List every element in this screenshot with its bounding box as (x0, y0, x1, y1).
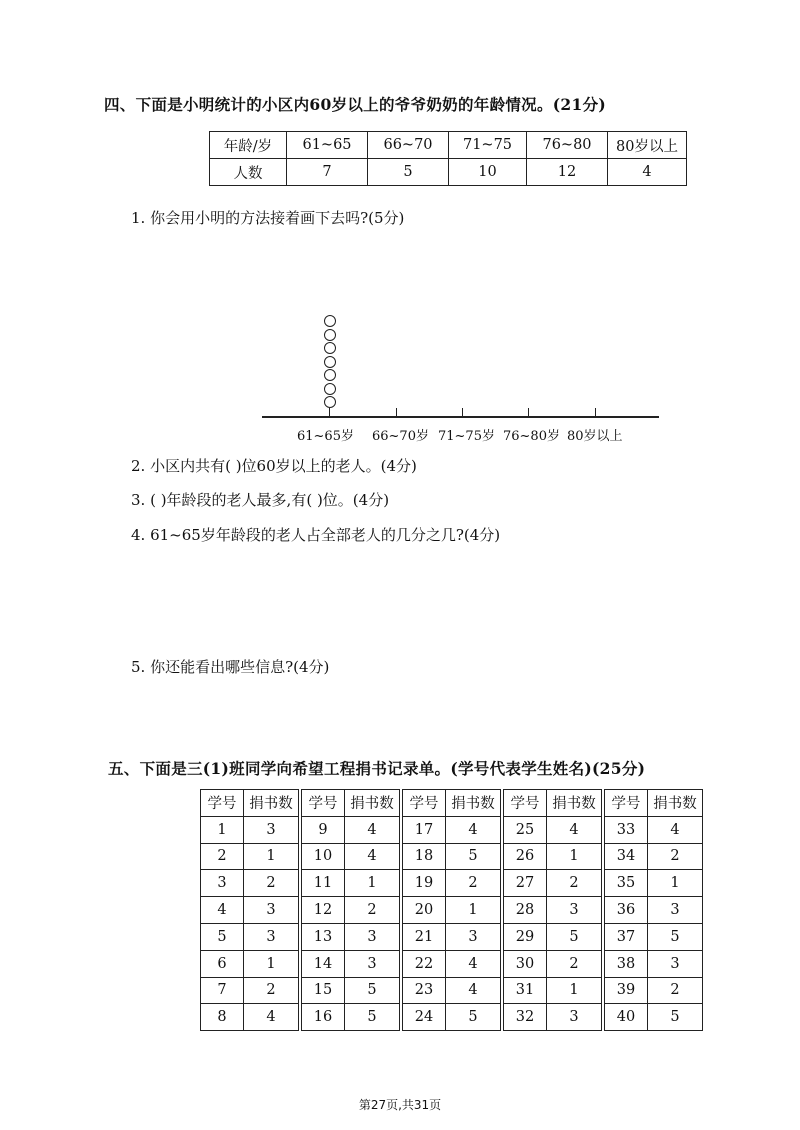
books-count-cell: 4 (446, 950, 503, 977)
student-id-cell: 9 (300, 816, 345, 843)
books-count-cell: 4 (648, 816, 703, 843)
books-count-cell: 4 (547, 816, 604, 843)
age-row-label: 年龄/岁 (210, 132, 287, 159)
section4-heading: 四、下面是小明统计的小区内60岁以上的爷爷奶奶的年龄情况。(21分) (104, 95, 607, 114)
student-id-cell: 16 (300, 1004, 345, 1031)
question-2: 2. 小区内共有( )位60岁以上的老人。(4分) (131, 457, 417, 475)
data-circle (324, 396, 336, 408)
header-student-id: 学号 (300, 790, 345, 817)
count-cell: 10 (449, 159, 527, 186)
books-count-cell: 3 (547, 897, 604, 924)
student-id-cell: 36 (603, 897, 648, 924)
age-cell: 61~65 (287, 132, 368, 159)
student-id-cell: 22 (401, 950, 446, 977)
student-id-cell: 13 (300, 923, 345, 950)
table-row (201, 1004, 703, 1031)
data-circle (324, 369, 336, 381)
books-count-cell: 1 (345, 870, 402, 897)
book-donation-table (200, 789, 703, 1031)
books-count-cell: 2 (345, 897, 402, 924)
axis-tick-label: 71~75岁 (438, 429, 495, 444)
section5-heading: 五、下面是三(1)班同学向希望工程捐书记录单。(学号代表学生姓名)(25分) (108, 759, 646, 778)
books-count-cell: 3 (345, 950, 402, 977)
header-student-id: 学号 (201, 790, 244, 817)
books-count-cell: 2 (648, 977, 703, 1004)
books-count-cell: 4 (446, 977, 503, 1004)
books-count-cell: 5 (547, 923, 604, 950)
table-row (201, 897, 703, 924)
books-count-cell: 5 (648, 923, 703, 950)
student-id-cell: 20 (401, 897, 446, 924)
books-count-cell: 1 (547, 977, 604, 1004)
books-count-cell: 5 (446, 1004, 503, 1031)
student-id-cell: 35 (603, 870, 648, 897)
student-id-cell: 40 (603, 1004, 648, 1031)
count-cell: 7 (287, 159, 368, 186)
student-id-cell: 1 (201, 816, 244, 843)
books-count-cell: 2 (547, 870, 604, 897)
age-row (210, 132, 687, 159)
count-cell: 5 (368, 159, 449, 186)
question-4: 4. 61~65岁年龄段的老人占全部老人的几分之几?(4分) (131, 526, 501, 544)
axis-tick (462, 408, 463, 416)
header-student-id: 学号 (502, 790, 547, 817)
student-id-cell: 19 (401, 870, 446, 897)
header-books: 捐书数 (547, 790, 604, 817)
student-id-cell: 12 (300, 897, 345, 924)
books-count-cell: 1 (446, 897, 503, 924)
axis-tick-label: 76~80岁 (503, 429, 560, 444)
data-circle (324, 329, 336, 341)
student-id-cell: 21 (401, 923, 446, 950)
count-row (210, 159, 687, 186)
books-count-cell: 2 (547, 950, 604, 977)
books-count-cell: 4 (345, 816, 402, 843)
table-row (201, 870, 703, 897)
books-count-cell: 3 (244, 816, 301, 843)
student-id-cell: 27 (502, 870, 547, 897)
count-cell: 4 (608, 159, 687, 186)
books-count-cell: 2 (648, 843, 703, 870)
student-id-cell: 28 (502, 897, 547, 924)
axis-tick-label: 66~70岁 (372, 429, 429, 444)
student-id-cell: 3 (201, 870, 244, 897)
books-count-cell: 5 (345, 1004, 402, 1031)
books-count-cell: 1 (648, 870, 703, 897)
books-count-cell: 4 (345, 843, 402, 870)
books-count-cell: 3 (244, 897, 301, 924)
table-row (201, 977, 703, 1004)
books-count-cell: 3 (648, 950, 703, 977)
books-count-cell: 1 (244, 950, 301, 977)
axis-tick (329, 408, 330, 416)
age-table (209, 131, 687, 186)
books-count-cell: 3 (446, 923, 503, 950)
student-id-cell: 15 (300, 977, 345, 1004)
student-id-cell: 8 (201, 1004, 244, 1031)
books-count-cell: 5 (345, 977, 402, 1004)
age-cell: 71~75 (449, 132, 527, 159)
student-id-cell: 17 (401, 816, 446, 843)
table-row (201, 843, 703, 870)
books-count-cell: 1 (547, 843, 604, 870)
student-id-cell: 7 (201, 977, 244, 1004)
axis-tick (595, 408, 596, 416)
books-count-cell: 2 (244, 977, 301, 1004)
axis-tick (528, 408, 529, 416)
count-cell: 12 (527, 159, 608, 186)
student-id-cell: 4 (201, 897, 244, 924)
student-id-cell: 25 (502, 816, 547, 843)
books-count-cell: 4 (244, 1004, 301, 1031)
table-row (201, 950, 703, 977)
table-row (201, 923, 703, 950)
header-books: 捐书数 (345, 790, 402, 817)
student-id-cell: 5 (201, 923, 244, 950)
page-footer: 第27页,共31页 (358, 1098, 442, 1112)
books-count-cell: 3 (244, 923, 301, 950)
student-id-cell: 24 (401, 1004, 446, 1031)
books-count-cell: 5 (446, 843, 503, 870)
axis-tick-label: 80岁以上 (567, 429, 623, 444)
books-count-cell: 2 (244, 870, 301, 897)
student-id-cell: 30 (502, 950, 547, 977)
student-id-cell: 29 (502, 923, 547, 950)
student-id-cell: 34 (603, 843, 648, 870)
books-count-cell: 1 (244, 843, 301, 870)
student-id-cell: 37 (603, 923, 648, 950)
books-count-cell: 5 (648, 1004, 703, 1031)
header-books: 捐书数 (244, 790, 301, 817)
student-id-cell: 39 (603, 977, 648, 1004)
age-cell: 66~70 (368, 132, 449, 159)
header-student-id: 学号 (401, 790, 446, 817)
student-id-cell: 2 (201, 843, 244, 870)
question-5: 5. 你还能看出哪些信息?(4分) (131, 658, 330, 676)
student-id-cell: 14 (300, 950, 345, 977)
student-id-cell: 33 (603, 816, 648, 843)
age-cell: 76~80 (527, 132, 608, 159)
table-row (201, 816, 703, 843)
data-circle (324, 315, 336, 327)
data-circle (324, 383, 336, 395)
axis-tick (396, 408, 397, 416)
books-count-cell: 3 (547, 1004, 604, 1031)
student-id-cell: 38 (603, 950, 648, 977)
student-id-cell: 31 (502, 977, 547, 1004)
student-id-cell: 26 (502, 843, 547, 870)
question-1: 1. 你会用小明的方法接着画下去吗?(5分) (131, 209, 405, 227)
books-count-cell: 3 (345, 923, 402, 950)
axis-tick-label: 61~65岁 (297, 429, 354, 444)
books-header-row (201, 790, 703, 817)
student-id-cell: 18 (401, 843, 446, 870)
age-cell: 80岁以上 (608, 132, 687, 159)
question-3: 3. ( )年龄段的老人最多,有( )位。(4分) (131, 491, 390, 509)
data-circle (324, 342, 336, 354)
data-circle (324, 356, 336, 368)
student-id-cell: 23 (401, 977, 446, 1004)
header-student-id: 学号 (603, 790, 648, 817)
student-id-cell: 10 (300, 843, 345, 870)
header-books: 捐书数 (648, 790, 703, 817)
student-id-cell: 6 (201, 950, 244, 977)
count-row-label: 人数 (210, 159, 287, 186)
header-books: 捐书数 (446, 790, 503, 817)
books-count-cell: 4 (446, 816, 503, 843)
student-id-cell: 11 (300, 870, 345, 897)
books-count-cell: 2 (446, 870, 503, 897)
books-count-cell: 3 (648, 897, 703, 924)
student-id-cell: 32 (502, 1004, 547, 1031)
chart-axis (262, 416, 659, 418)
